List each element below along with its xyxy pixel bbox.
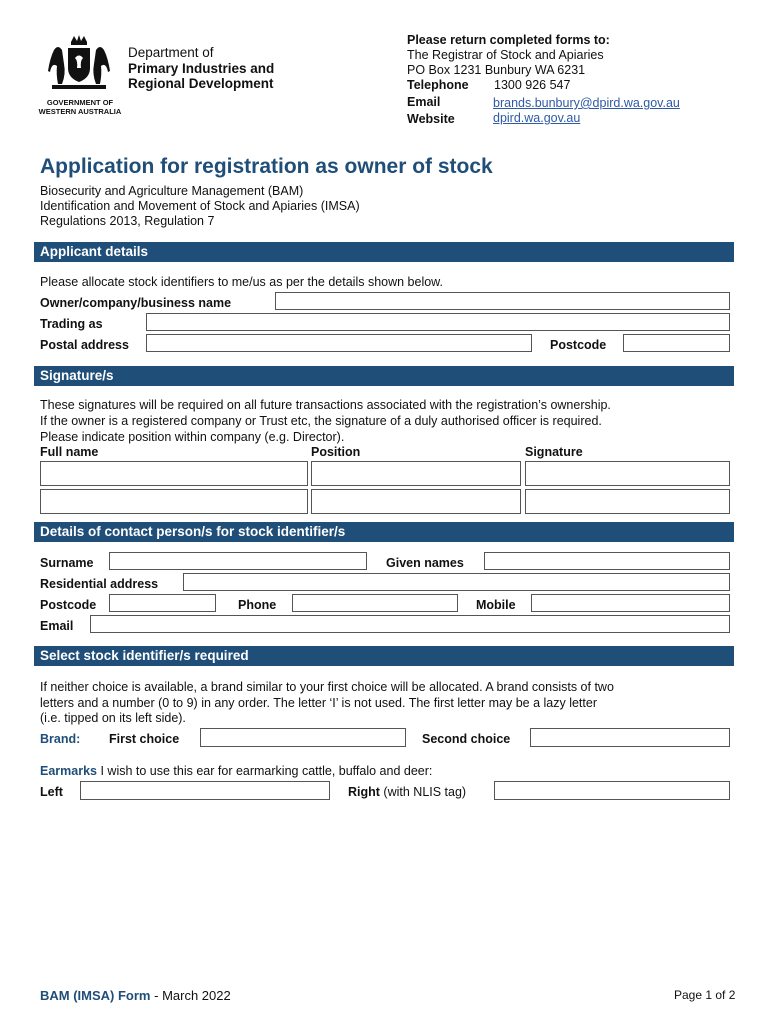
- earmarks-text: I wish to use this ear for earmarking cattle, buffalo and deer:: [100, 764, 433, 778]
- applicant-postcode-label: Postcode: [550, 338, 607, 352]
- phone-label: Phone: [238, 598, 277, 612]
- dept-line-2: Primary Industries and: [128, 60, 275, 76]
- dept-line-1: Department of: [128, 45, 214, 60]
- signatures-text-3: Please indicate position within company (e.g. Director).: [40, 430, 345, 444]
- signatures-section-heading: Signature/s: [34, 366, 734, 386]
- right-ear-label-group: [348, 785, 466, 800]
- residential-address-field[interactable]: [183, 573, 730, 591]
- mobile-field[interactable]: [531, 594, 730, 612]
- department-name: [128, 45, 274, 92]
- identifiers-text-2: letters and a number (0 to 9) in any order. The letter ‘I’ is not used. The first letter may be a lazy letter: [40, 696, 597, 710]
- applicant-intro: Please allocate stock identifiers to me/us as per the details shown below.: [40, 275, 443, 289]
- trading-as-label: Trading as: [40, 317, 103, 331]
- email-label: Email: [407, 95, 441, 109]
- given-names-field[interactable]: [484, 552, 730, 570]
- signature-field-1[interactable]: [525, 461, 730, 486]
- subtitle-line-2: Identification and Movement of Stock and Apiaries (IMSA): [40, 199, 360, 213]
- residential-address-label: Residential address: [40, 577, 159, 591]
- subtitle-line-1: Biosecurity and Agriculture Management (BAM): [40, 184, 304, 198]
- page-number: Page 1 of 2: [674, 988, 736, 1002]
- footer-form-name: BAM (IMSA) Form: [40, 988, 151, 1003]
- email-link[interactable]: brands.bunbury@dpird.wa.gov.au: [493, 96, 680, 110]
- full-name-field-2[interactable]: [40, 489, 308, 514]
- postal-address-field[interactable]: [146, 334, 532, 352]
- full-name-column-header: Full name: [40, 445, 99, 459]
- identifiers-text-1: If neither choice is available, a brand similar to your first choice will be allocated. A brand consists of two: [40, 680, 614, 694]
- surname-label: Surname: [40, 556, 94, 570]
- earmarks-label: Earmarks: [40, 764, 97, 778]
- trading-as-field[interactable]: [146, 313, 730, 331]
- brand-label: Brand:: [40, 732, 81, 746]
- wa-government-crest-icon: [44, 34, 114, 94]
- position-column-header: Position: [311, 445, 361, 459]
- contact-email-label: Email: [40, 619, 74, 633]
- identifiers-section-heading: Select stock identifier/s required: [34, 646, 734, 666]
- subtitle-line-3: Regulations 2013, Regulation 7: [40, 214, 215, 228]
- right-ear-field[interactable]: [494, 781, 730, 800]
- postal-address-label: Postal address: [40, 338, 129, 352]
- telephone-label: Telephone: [407, 78, 469, 92]
- return-heading: Please return completed forms to:: [407, 33, 610, 47]
- full-name-field-1[interactable]: [40, 461, 308, 486]
- return-line-2: PO Box 1231 Bunbury WA 6231: [407, 63, 586, 77]
- crest-caption: GOVERNMENT OF WESTERN AUSTRALIA: [38, 98, 122, 116]
- signatures-text-1: These signatures will be required on all future transactions associated with the registration’s ownership.: [40, 398, 611, 412]
- footer-form-info: [40, 988, 231, 1003]
- owner-name-field[interactable]: [275, 292, 730, 310]
- second-choice-field[interactable]: [530, 728, 730, 747]
- left-ear-label: Left: [40, 785, 63, 799]
- position-field-1[interactable]: [311, 461, 521, 486]
- right-ear-note: (with NLIS tag): [383, 785, 467, 799]
- website-label: Website: [407, 112, 455, 126]
- right-ear-label: Right: [348, 785, 380, 799]
- signature-column-header: Signature: [525, 445, 583, 459]
- identifiers-text-3: (i.e. tipped on its left side).: [40, 711, 186, 725]
- page-title: Application for registration as owner of stock: [40, 155, 493, 178]
- applicant-section-heading: Applicant details: [34, 242, 734, 262]
- contact-email-field[interactable]: [90, 615, 730, 633]
- phone-field[interactable]: [292, 594, 458, 612]
- position-field-2[interactable]: [311, 489, 521, 514]
- contact-section-heading: Details of contact person/s for stock identifier/s: [34, 522, 734, 542]
- return-line-1: The Registrar of Stock and Apiaries: [407, 48, 604, 62]
- footer-date: - March 2022: [154, 988, 231, 1003]
- mobile-label: Mobile: [476, 598, 516, 612]
- contact-postcode-field[interactable]: [109, 594, 216, 612]
- second-choice-label: Second choice: [422, 732, 511, 746]
- telephone-value: 1300 926 547: [494, 78, 571, 92]
- website-link[interactable]: dpird.wa.gov.au: [493, 111, 581, 125]
- surname-field[interactable]: [109, 552, 367, 570]
- applicant-postcode-field[interactable]: [623, 334, 730, 352]
- dept-line-3: Regional Development: [128, 76, 274, 91]
- first-choice-label: First choice: [109, 732, 180, 746]
- signature-field-2[interactable]: [525, 489, 730, 514]
- left-ear-field[interactable]: [80, 781, 330, 800]
- earmarks-line: [40, 764, 432, 779]
- contact-postcode-label: Postcode: [40, 598, 97, 612]
- owner-name-label: Owner/company/business name: [40, 296, 232, 310]
- signatures-text-2: If the owner is a registered company or Trust etc, the signature of a duly authorised officer is required.: [40, 414, 602, 428]
- first-choice-field[interactable]: [200, 728, 406, 747]
- given-names-label: Given names: [386, 556, 464, 570]
